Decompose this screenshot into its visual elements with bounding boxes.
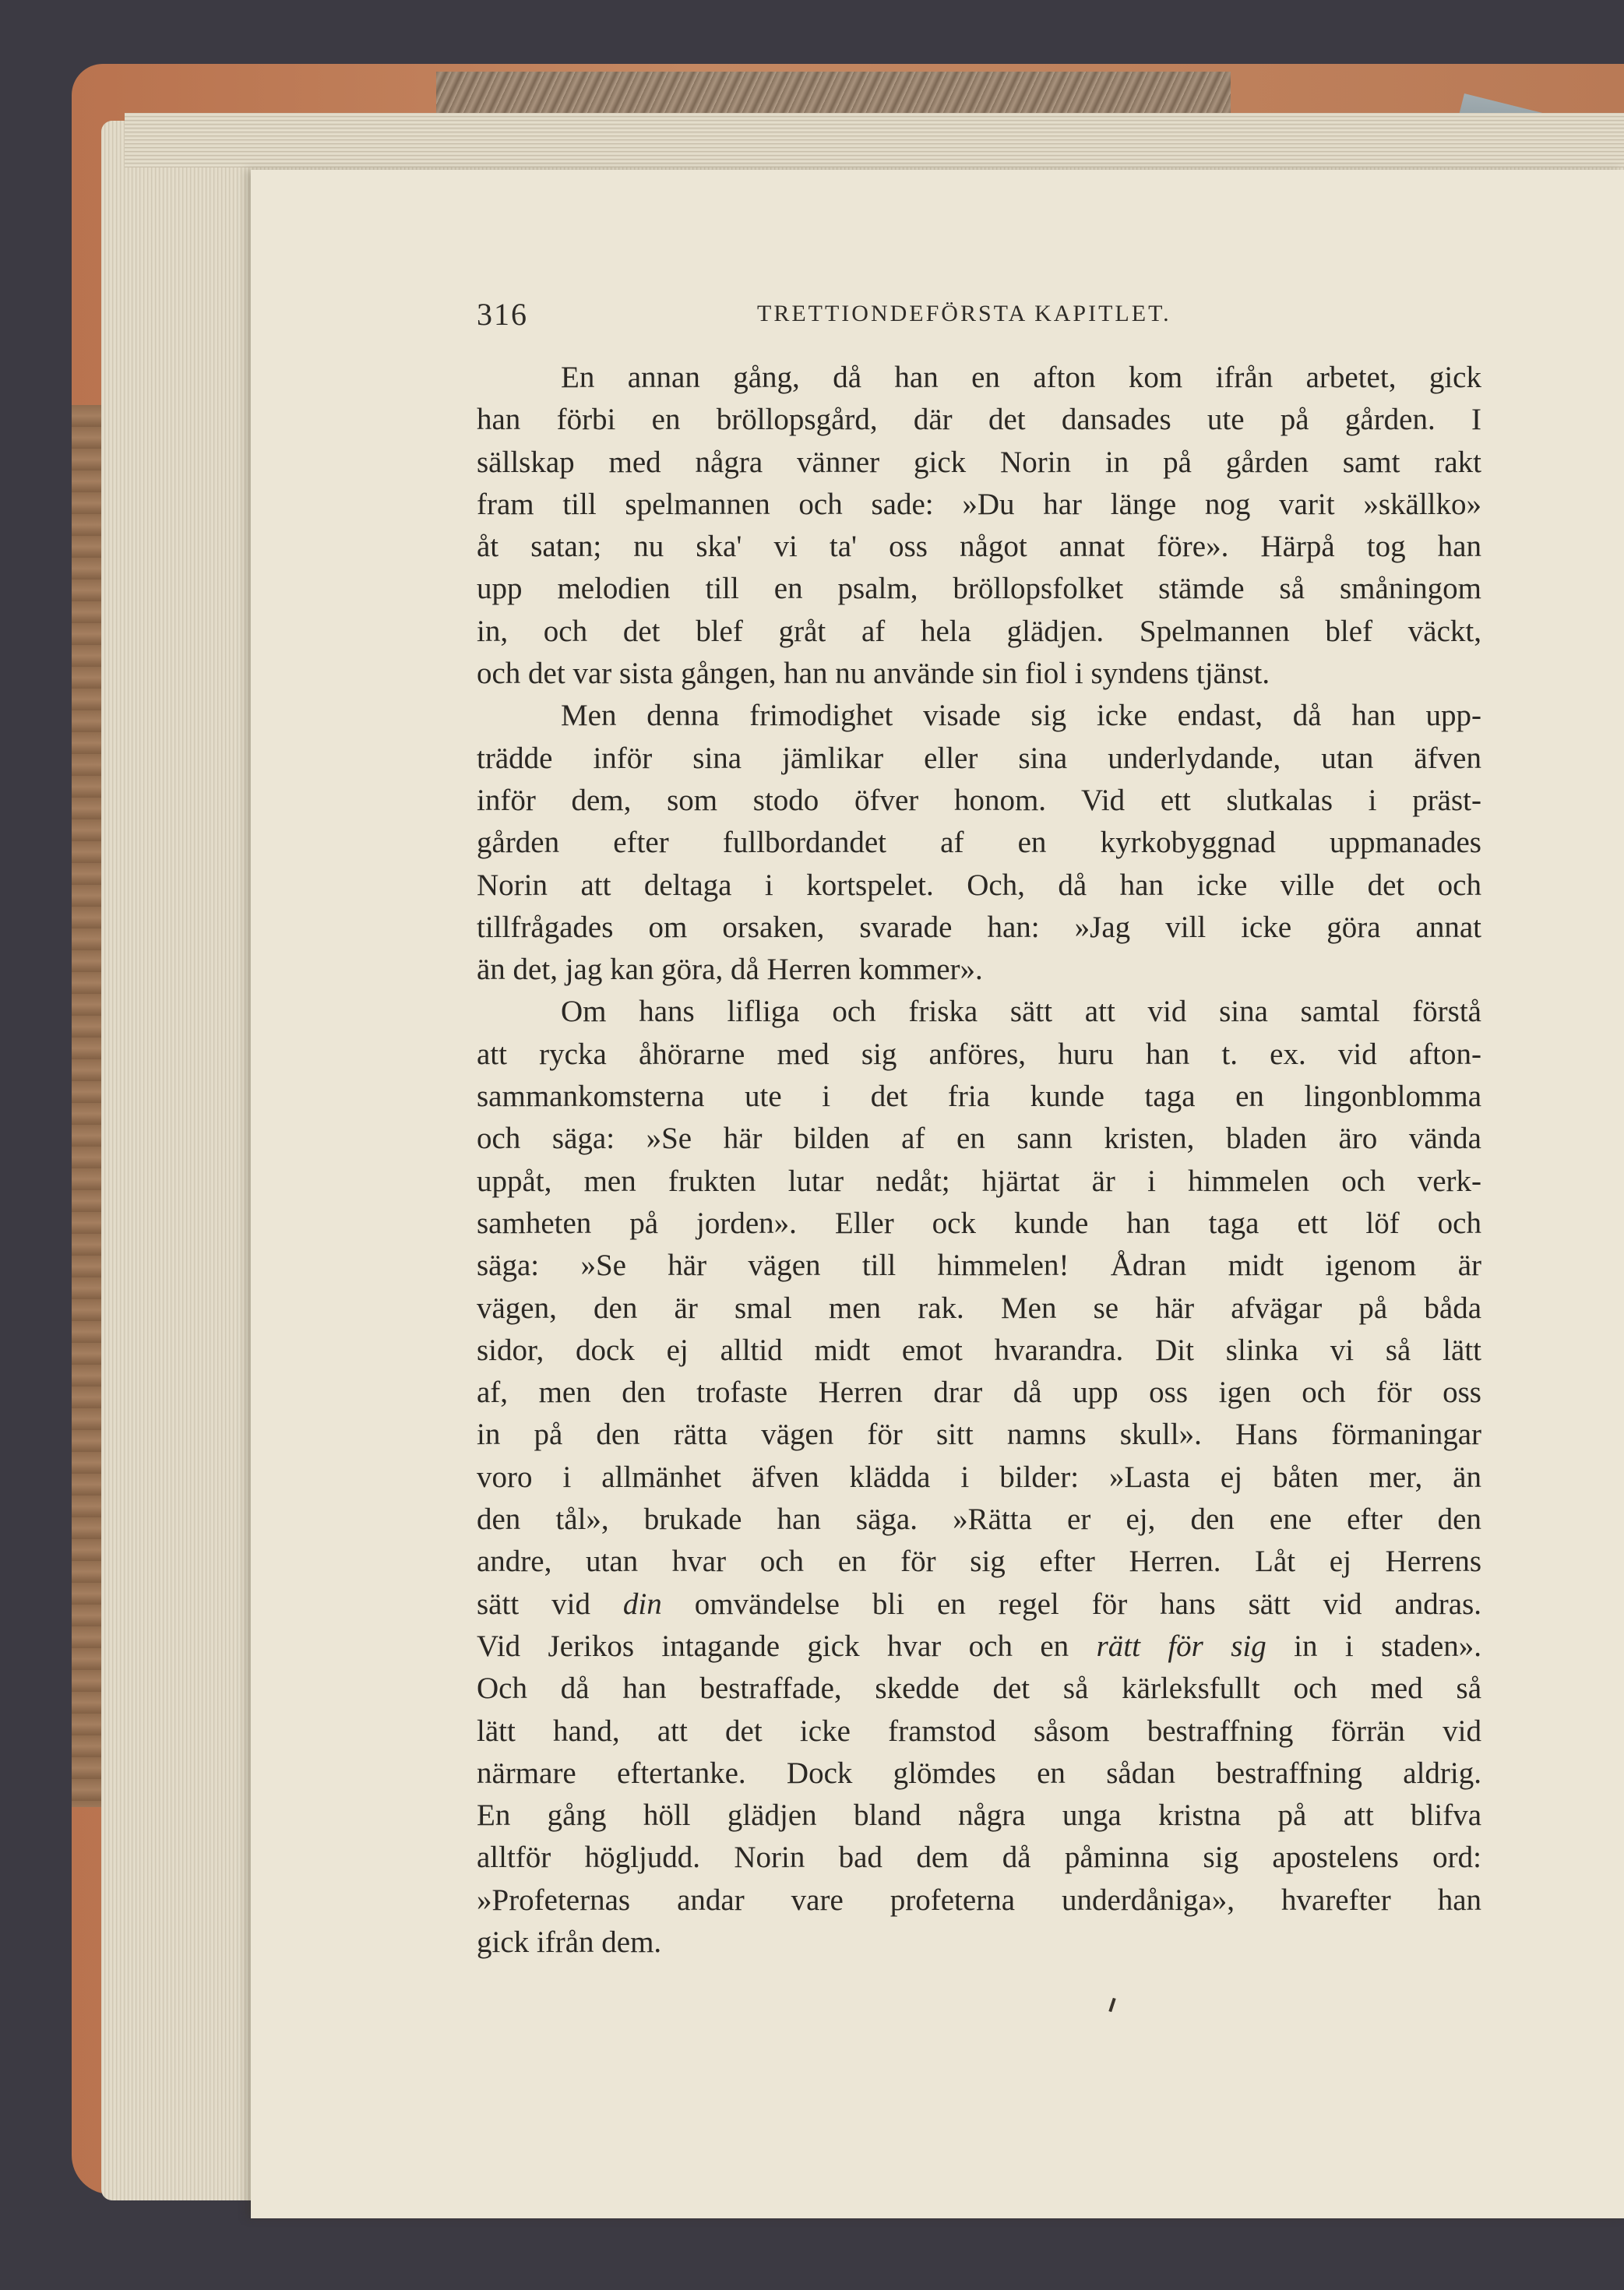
text-line: sällskap med några vänner gick Norin in på gården samt rakt — [477, 445, 1481, 479]
body-text — [477, 357, 1481, 1964]
text-line: En gång höll glädjen bland några unga kristna på att blifva — [477, 1799, 1481, 1833]
text-line: fram till spelmannen och sade: »Du har länge nog varit »skällko» — [477, 487, 1481, 521]
text-line: och säga: »Se här bilden af en sann kristen, bladen äro vända — [477, 1122, 1481, 1156]
text-line: samheten på jorden». Eller ock kunde han taga ett löf och — [477, 1206, 1481, 1240]
text-line: närmare eftertanke. Dock glömdes en sådan bestraffning aldrig. — [477, 1756, 1481, 1790]
text-line: En annan gång, då han en afton kom ifrån arbetet, gick — [561, 361, 1481, 394]
text-line: upp melodien till en psalm, bröllopsfolket stämde så småningom — [477, 572, 1481, 606]
text-line: af, men den trofaste Herren drar då upp oss igen och för oss — [477, 1376, 1481, 1410]
text-line: Men denna frimodighet visade sig icke endast, då han upp- — [561, 699, 1481, 733]
text-line: andre, utan hvar och en för sig efter Herren. Låt ej Herrens — [477, 1545, 1481, 1579]
text-line: in, och det blef gråt af hela glädjen. Spelmannen blef väckt, — [477, 614, 1481, 648]
running-head: TRETTIONDEFÖRSTA KAPITLET. — [757, 301, 1171, 326]
text-line: inför dem, som stodo öfver honom. Vid ett slutkalas i präst- — [477, 783, 1481, 817]
text-line: »Profeternas andar vare profeterna underdåniga», hvarefter han — [477, 1883, 1481, 1917]
text-line: uppåt, men frukten lutar nedåt; hjärtat är i himmelen och verk- — [477, 1164, 1481, 1198]
text-line: gården efter fullbordandet af en kyrkobyggnad uppmanades — [477, 826, 1481, 860]
text-line: sidor, dock ej alltid midt emot hvarandra. Dit slinka vi så lätt — [477, 1333, 1481, 1367]
page-number: 316 — [477, 297, 528, 332]
text-line: sätt vid din omvändelse bli en regel för hans sätt vid andras. — [477, 1587, 1481, 1621]
text-line: vägen, den är smal men rak. Men se här afvägar på båda — [477, 1291, 1481, 1325]
text-line: alltför högljudd. Norin bad dem då påminna sig apostelens ord: — [477, 1841, 1481, 1875]
text-line: åt satan; nu ska' vi ta' oss något annat före». Härpå tog han — [477, 530, 1481, 564]
italic-phrase: rätt för sig — [1096, 1629, 1266, 1663]
page-header — [477, 296, 1481, 335]
text-line: gick ifrån dem. — [477, 1925, 662, 1959]
text-line: sammankomsterna ute i det fria kunde taga en lingonblomma — [477, 1080, 1481, 1114]
text-line: in på den rätta vägen för sitt namns skull». Hans förmaningar — [477, 1418, 1481, 1452]
text-line: och det var sista gången, han nu använde sin fiol i syndens tjänst. — [477, 657, 1270, 691]
text-line: Och då han bestraffade, skedde det så kärleksfullt och med så — [477, 1672, 1481, 1706]
italic-word: din — [622, 1587, 662, 1621]
text-line: den tål», brukade han säga. »Rätta er ej, den ene efter den — [477, 1503, 1481, 1537]
text-line: han förbi en bröllopsgård, där det dansades ute på gården. I — [477, 403, 1481, 437]
text-line: Om hans lifliga och friska sätt att vid sina samtal förstå — [561, 995, 1481, 1029]
text-line: Vid Jerikos intagande gick hvar och en rätt för sig in i staden». — [477, 1629, 1482, 1663]
text-line: än det, jag kan göra, då Herren kommer». — [477, 953, 983, 987]
text-line: Norin att deltaga i kortspelet. Och, då han icke ville det och — [477, 868, 1481, 902]
page-edges-top — [125, 113, 1624, 167]
text-line: att rycka åhörarne med sig anföres, huru han t. ex. vid afton- — [477, 1037, 1481, 1071]
text-line: säga: »Se här vägen till himmelen! Ådran midt igenom är — [477, 1249, 1481, 1283]
text-line: lätt hand, att det icke framstod såsom bestraffning förrän vid — [477, 1714, 1481, 1748]
text-line: voro i allmänhet äfven klädda i bilder: »Lasta ej båten mer, än — [477, 1460, 1481, 1494]
text-line: trädde inför sina jämlikar eller sina underlydande, utan äfven — [477, 741, 1481, 775]
text-line: tillfrågades om orsaken, svarade han: »Jag vill icke göra annat — [477, 910, 1481, 944]
